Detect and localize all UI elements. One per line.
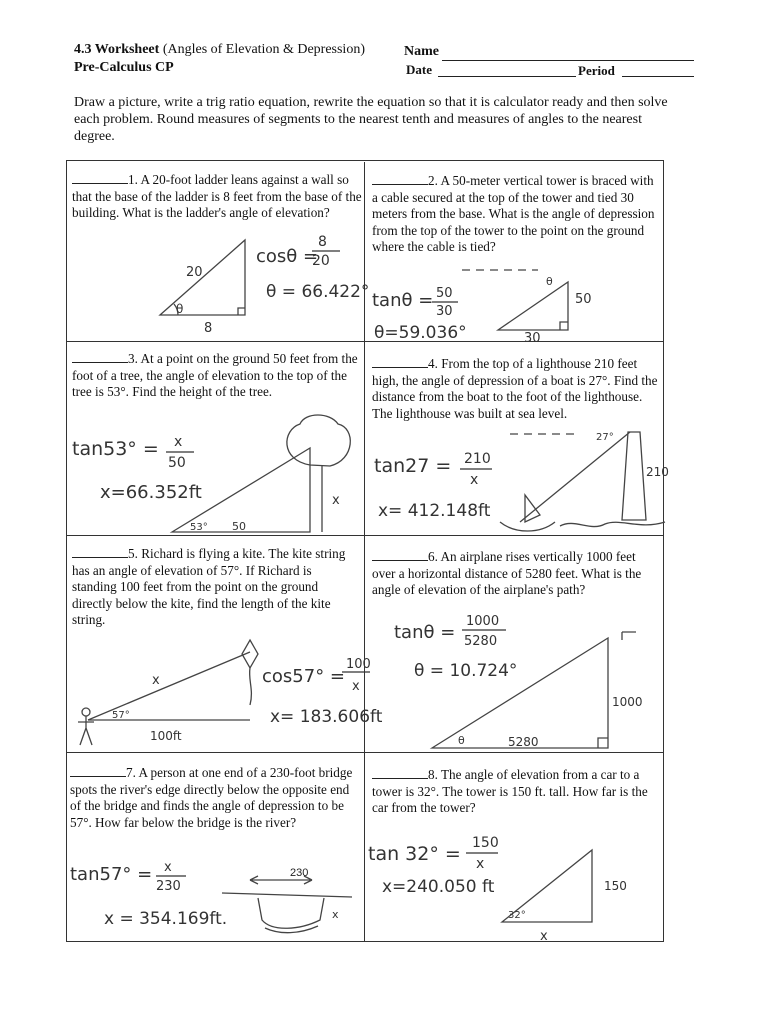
p4-boat-hull xyxy=(500,522,555,531)
p3-eq-num: x xyxy=(174,434,183,450)
p4-lighthouse xyxy=(622,432,646,520)
worksheet-title-number: 4.3 Worksheet xyxy=(74,42,160,57)
problem-5-text: Richard is flying a kite. The kite string has an angle of elevation of 57°. If Richard is standing 100 feet from the point on the ground directly below the kite, find the length of the kite string. xyxy=(72,546,346,627)
problem-2-number: 2. xyxy=(428,173,438,188)
p6-angle-label: θ xyxy=(458,734,465,747)
p4-boat-sail xyxy=(525,495,540,522)
problem-8-number: 8. xyxy=(428,767,438,782)
p2-side-label: 50 xyxy=(575,292,592,307)
p8-eq-num: 150 xyxy=(472,835,499,851)
problem-7-number: 7. xyxy=(126,765,136,780)
p6-eq-num: 1000 xyxy=(466,614,500,629)
p5-base-label: 100ft xyxy=(150,729,182,743)
problem-7-text: A person at one end of a 230-foot bridge spots the river's edge directly below the opposite end of the bridge and finds the angle of depression to be 57°. How far below the bridge is the river? xyxy=(70,765,353,830)
p3-eq-lhs: tan53° = xyxy=(72,438,159,460)
p5-hyp-label: x xyxy=(152,673,160,688)
p7-eq-lhs: tan57° = xyxy=(70,864,153,885)
problem-4-number: 4. xyxy=(428,356,438,371)
p3-height-label: x xyxy=(332,493,340,508)
problem-1-number: 1. xyxy=(128,172,138,187)
p7-depth-label: x xyxy=(332,908,339,921)
p1-eq-num: 8 xyxy=(318,234,327,250)
problem-8-text: The angle of elevation from a car to a tower is 32°. The tower is 150 ft. tall. How far is the car from the tower? xyxy=(372,767,648,815)
p4-eq-den: x xyxy=(470,472,479,488)
p7-bridge-label: 230 xyxy=(290,867,309,879)
p7-bridge-line xyxy=(222,893,352,897)
problem-3-number: 3. xyxy=(128,351,138,366)
course-name: Pre-Calculus CP xyxy=(74,60,174,75)
p6-right-angle-mark xyxy=(598,738,608,748)
p7-river-gorge xyxy=(258,898,324,928)
p3-base-label: 50 xyxy=(232,520,246,533)
p7-answer: x = 354.169ft. xyxy=(104,909,228,929)
p2-angle-label: θ xyxy=(546,275,553,288)
p2-eq-den: 30 xyxy=(436,304,453,319)
p6-triangle xyxy=(432,638,608,748)
p8-base-label: x xyxy=(540,929,548,944)
p6-base-label: 5280 xyxy=(508,735,539,749)
p3-eq-den: 50 xyxy=(168,455,186,471)
p1-base-label: 8 xyxy=(204,321,213,336)
p8-answer: x=240.050 ft xyxy=(382,877,495,897)
problem-6-number: 6. xyxy=(428,549,438,564)
p4-answer: x= 412.148ft xyxy=(378,501,491,521)
p6-plane-mark xyxy=(622,632,636,640)
p2-answer: θ=59.036° xyxy=(374,323,467,343)
problem-2-text: A 50-meter vertical tower is braced with a cable secured at the top of the tower and tied 30 meters from the base. What is the angle of depression from the top of the tower to the point on the ground where the cable is tied? xyxy=(372,173,655,254)
p8-eq-den: x xyxy=(476,856,485,872)
problem-3-text: At a point on the ground 50 feet from the foot of a tree, the angle of elevation to the top of the tree is 53°. Find the height of the tree. xyxy=(72,351,358,399)
p8-side-label: 150 xyxy=(604,879,627,893)
problem-6-text: An airplane rises vertically 1000 feet over a horizontal distance of 5280 feet. What is the angle of elevation of the airplane's path? xyxy=(372,549,642,597)
problem-4-text: From the top of a lighthouse 210 feet high, the angle of depression of a boat is 27°. Find the distance from the boat to the foot of the lighthouse. The lighthouse was built at sea level. xyxy=(372,356,658,421)
p6-answer: θ = 10.724° xyxy=(414,661,518,681)
p1-answer: θ = 66.422° xyxy=(266,282,370,302)
date-label: Date xyxy=(406,62,432,77)
p7-eq-num: x xyxy=(164,860,172,875)
p5-richard-head xyxy=(82,708,90,716)
problem-1-text: A 20-foot ladder leans against a wall so that the base of the ladder is 8 feet from the base of the building. What is the ladder's angle of elevation? xyxy=(72,172,362,220)
p5-kite-tail xyxy=(250,668,252,705)
p5-eq-num: 100 xyxy=(346,657,371,672)
p6-eq-den: 5280 xyxy=(464,634,498,649)
p4-eq-num: 210 xyxy=(464,451,491,467)
p4-angle-label: 27° xyxy=(596,432,614,443)
p2-eq-lhs: tanθ = xyxy=(372,290,434,311)
p1-eq-lhs: cosθ = xyxy=(256,246,319,267)
p8-angle-label: 32° xyxy=(508,910,526,921)
p6-side-label: 1000 xyxy=(612,695,643,709)
p4-eq-lhs: tan27 = xyxy=(374,455,452,477)
p7-eq-den: 230 xyxy=(156,879,181,894)
p4-sightline xyxy=(520,432,630,522)
name-label: Name xyxy=(404,44,439,59)
p5-answer: x= 183.606ft xyxy=(270,707,383,727)
p5-eq-den: x xyxy=(352,679,360,694)
p6-eq-lhs: tanθ = xyxy=(394,622,456,643)
p1-right-angle-mark xyxy=(238,308,245,315)
p2-triangle xyxy=(498,282,568,330)
p2-base-label: 30 xyxy=(524,331,541,346)
p3-tree-crown xyxy=(287,415,350,466)
p2-right-angle-mark xyxy=(560,322,568,330)
p1-side-label: 20 xyxy=(186,265,203,280)
worksheet-title-topic: (Angles of Elevation & Depression) xyxy=(159,42,365,57)
p4-height-label: 210 xyxy=(646,465,669,479)
problem-5-number: 5. xyxy=(128,546,138,561)
p3-answer: x=66.352ft xyxy=(100,482,202,503)
p5-eq-lhs: cos57° = xyxy=(262,666,345,687)
p3-angle-label: 53° xyxy=(190,522,208,533)
p4-water xyxy=(560,522,665,527)
instructions: Draw a picture, write a trig ratio equation, rewrite the equation so that it is calculator ready and then solve each problem. Round measures of segments to the nearest tenth and measures of angles to the nearest degree. xyxy=(74,95,668,144)
p5-angle-label: 57° xyxy=(112,710,130,721)
period-label: Period xyxy=(578,63,615,78)
p2-eq-num: 50 xyxy=(436,286,453,301)
p1-eq-den: 20 xyxy=(312,253,330,269)
p1-angle-label: θ xyxy=(176,302,184,316)
p8-eq-lhs: tan 32° = xyxy=(368,843,461,865)
